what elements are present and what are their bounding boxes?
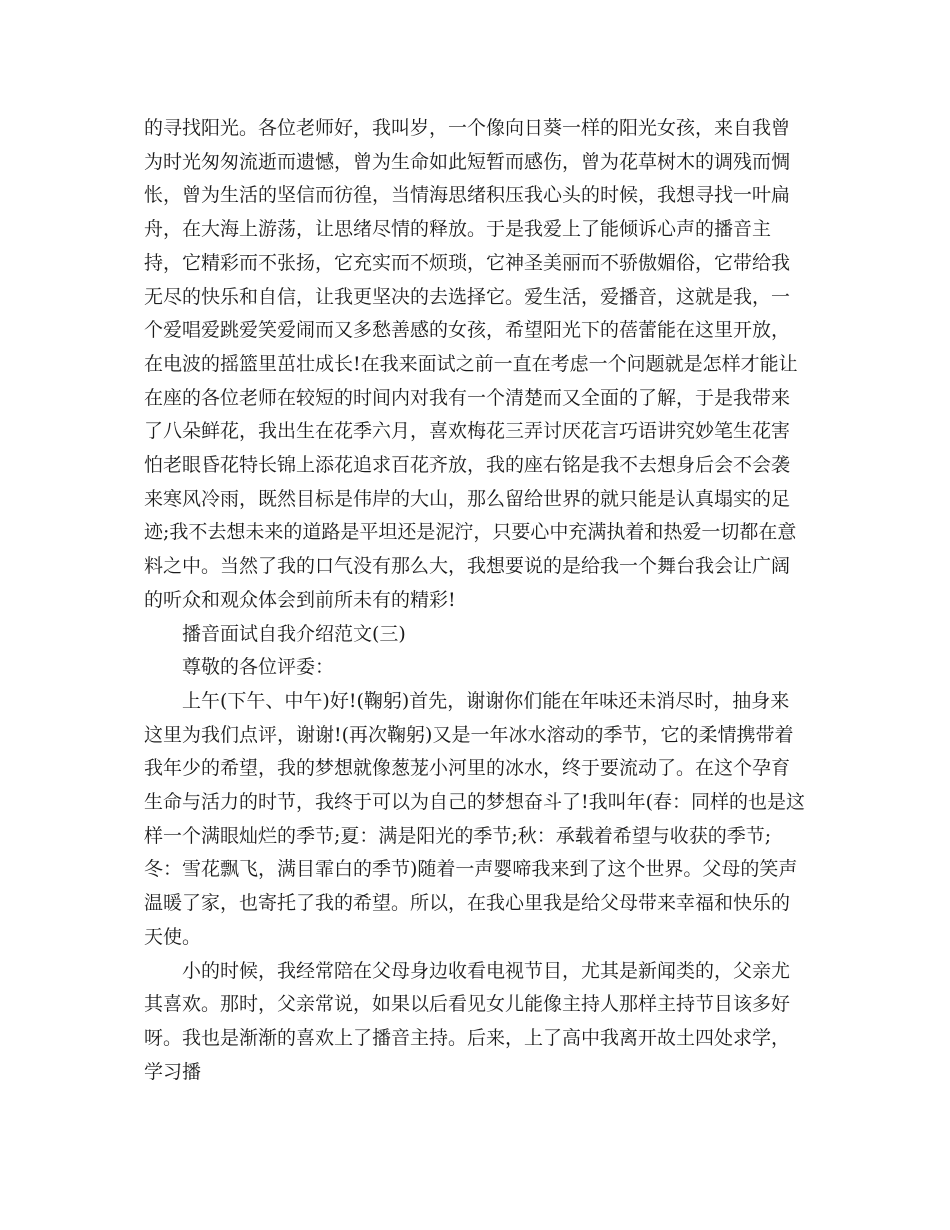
- section-heading: 播音面试自我介绍范文(三): [182, 622, 406, 645]
- paragraph-intro-continuation: 的寻找阳光。各位老师好，我叫岁，一个像向日葵一样的阳光女孩，来自我曾为时光匆匆流逝而遗憾，曾为生命如此短暂而感伤，曾为花草树木的调残而惆怅，曾为生活的坚信而彷徨，当情海思绪积压我心头的时候，我想寻找一叶扁舟，在大海上游荡，让思绪尽情的释放。于是我爱上了能倾诉心声的播音主持，它精彩而不张扬，它充实而不烦琐，它神圣美丽而不骄傲媚俗，它带给我无尽的快乐和自信，让我更坚决的去选择它。爱生活，爱播音，这就是我，一个爱唱爱跳爱笑爱闹而又多愁善感的女孩，希望阳光下的蓓蕾能在这里开放，在电波的摇篮里茁壮成长!在我来面试之前一直在考虑一个问题就是怎样才能让在座的各位老师在较短的时间内对我有一个清楚而又全面的了解，于是我带来了八朵鲜花，我出生在花季六月，喜欢梅花三弄讨厌花言巧语讲究妙笔生花害怕老眼昏花特长锦上添花追求百花齐放，我的座右铭是我不去想身后会不会袭来寒风冷雨，既然目标是伟岸的大山，那么留给世界的就只能是认真塌实的足迹;我不去想未来的道路是平坦还是泥泞，只要心中充满执着和热爱一切都在意料之中。当然了我的口气没有那么大，我想要说的是给我一个舞台我会让广阔的听众和观众体会到前所未有的精彩!: [144, 117, 798, 611]
- document-body: [144, 112, 808, 1089]
- paragraph-greeting: 上午(下午、中午)好!(鞠躬)首先，谢谢你们能在年味还未消尽时，抽身来这里为我们点评，谢谢!(再次鞠躬)又是一年冰水溶动的季节，它的柔情携带着我年少的希望，我的梦想就像葱茏小河里的冰水，终于要流动了。在这个孕育生命与活力的时节，我终于可以为自己的梦想奋斗了!我叫年(春：同样的也是这样一个满眼灿烂的季节;夏：满是阳光的季节;秋：承载着希望与收获的季节;冬：雪花飘飞，满目霏白的季节)随着一声婴啼我来到了这个世界。父母的笑声温暖了家，也寄托了我的希望。所以，在我心里我是给父母带来幸福和快乐的天使。: [144, 689, 806, 948]
- paragraph-childhood: 小的时候，我经常陪在父母身边收看电视节目，尤其是新闻类的，父亲尤其喜欢。那时，父亲常说，如果以后看见女儿能像主持人那样主持节目该多好呀。我也是渐渐的喜欢上了播音主持。后来，上了高中我离开故土四处求学，学习播: [144, 959, 791, 1083]
- salutation: 尊敬的各位评委：: [182, 656, 335, 679]
